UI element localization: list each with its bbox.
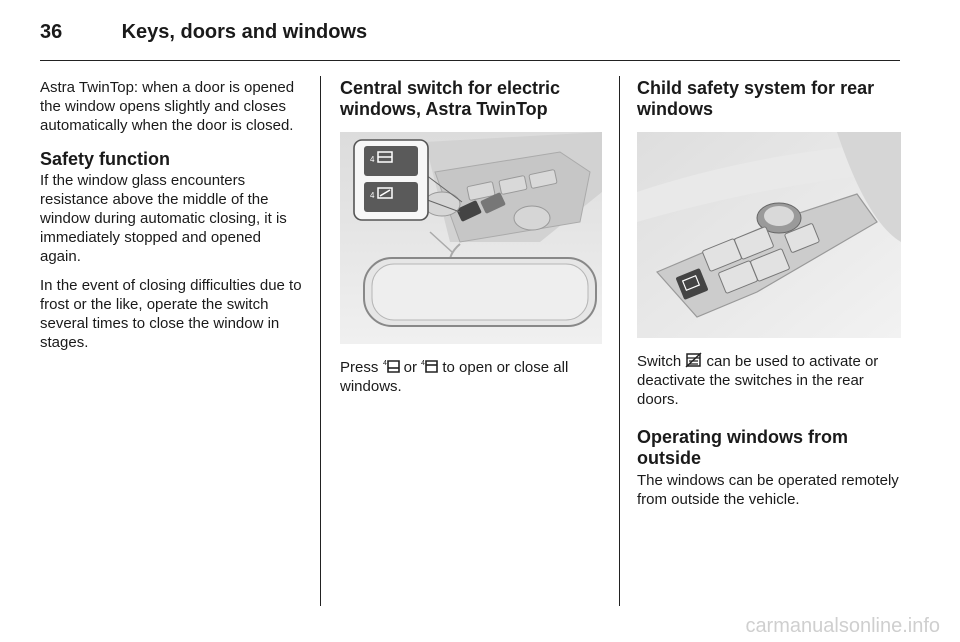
central-switch-heading: Central switch for electric windows, Astra TwinTop bbox=[340, 78, 561, 119]
central-switch-illustration bbox=[340, 132, 602, 344]
svg-text:4: 4 bbox=[382, 360, 387, 367]
svg-text:4: 4 bbox=[370, 155, 375, 164]
column-3 bbox=[637, 78, 905, 519]
operating-windows-heading: Operating windows from outside bbox=[637, 427, 849, 468]
svg-text:4: 4 bbox=[370, 191, 375, 200]
page-title: Keys, doors and windows bbox=[121, 21, 368, 43]
window-close-icon bbox=[421, 358, 438, 374]
header-rule bbox=[40, 60, 900, 61]
safety-paragraph-1: If the window glass encounters resistance above the middle of the window during automatic closing, it is immediately stopped and opened again. bbox=[40, 172, 287, 265]
svg-text:4: 4 bbox=[421, 360, 426, 367]
column-1 bbox=[40, 78, 306, 362]
watermark: carmanualsonline.info bbox=[745, 615, 940, 637]
child-safety-illustration bbox=[637, 132, 901, 338]
column-divider-right bbox=[619, 76, 620, 606]
safety-function-heading: Safety function bbox=[40, 149, 171, 169]
child-lock-icon bbox=[685, 352, 702, 368]
column-divider-left bbox=[320, 76, 321, 606]
window-open-icon bbox=[383, 358, 400, 374]
operating-windows-text: The windows can be operated remotely from outside the vehicle. bbox=[637, 472, 899, 508]
safety-paragraph-2: In the event of closing difficulties due to frost or the like, operate the switch several times to close the window in stages. bbox=[40, 277, 302, 351]
column-2 bbox=[340, 78, 602, 406]
central-switch-text: Press 4 or 4 to open or close all windows. bbox=[340, 359, 569, 395]
page-header bbox=[40, 17, 900, 47]
child-safety-heading: Child safety system for rear windows bbox=[637, 78, 875, 119]
page-number: 36 bbox=[40, 21, 63, 43]
intro-paragraph: Astra TwinTop: when a door is opened the window opens slightly and closes automatically when the door is closed. bbox=[40, 79, 295, 134]
child-safety-text: Switch can be used to activate or deactivate the switches in the rear doors. bbox=[637, 353, 879, 408]
